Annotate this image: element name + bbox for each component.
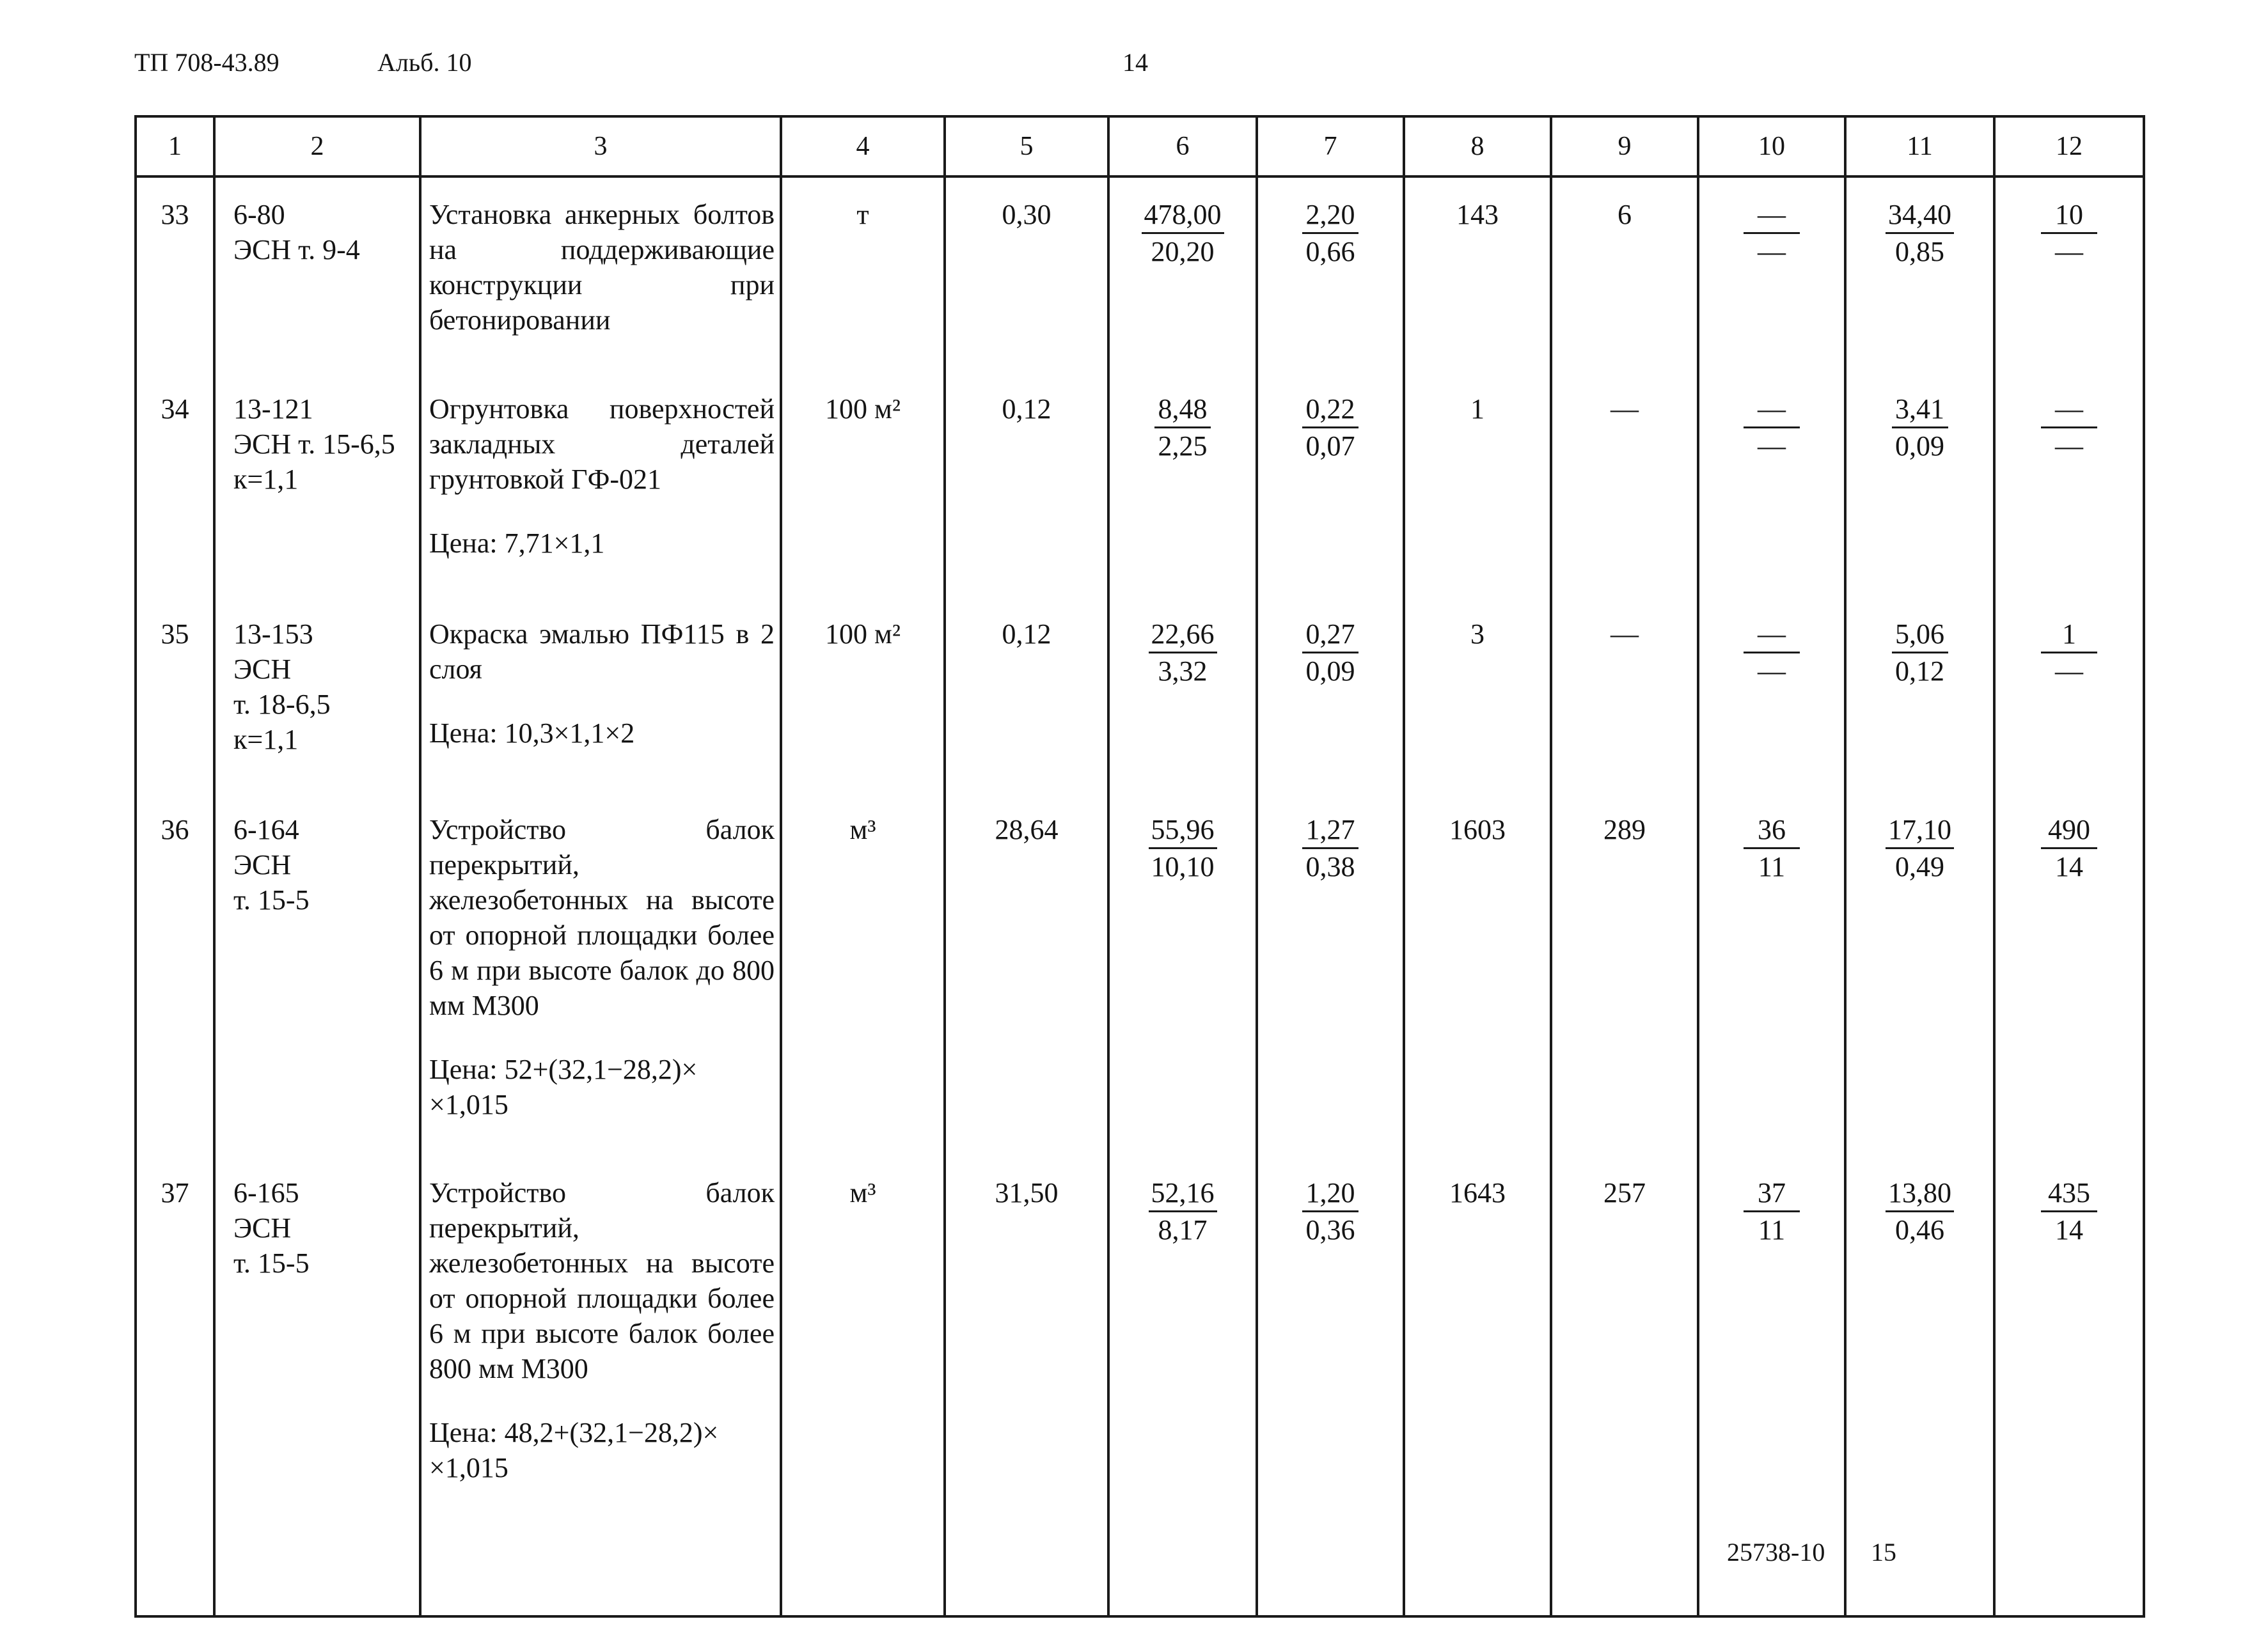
col-11-value	[1845, 597, 1994, 793]
column-header: 5	[945, 116, 1108, 176]
col-12-value-fraction	[2041, 616, 2097, 689]
numerator: 36	[1744, 812, 1800, 849]
numerator: 0,27	[1302, 616, 1358, 653]
col-11-value	[1845, 793, 1994, 1156]
quantity-text: 0,12	[1002, 618, 1051, 650]
col-11-value-fraction	[1886, 812, 1954, 884]
footer-page-number: 15	[1871, 1538, 1896, 1567]
col-12-value	[1994, 1156, 2144, 1616]
work-description-cell	[420, 597, 781, 793]
quantity-text: 28,64	[995, 814, 1059, 845]
norm-code-text: 6-165 ЭСН т. 15-5	[233, 1177, 310, 1279]
work-description: Огрунтовка поверхностей закладных деталей грунтовкой ГФ-021	[429, 393, 775, 495]
row-number	[136, 793, 214, 1156]
denominator: 0,36	[1305, 1214, 1355, 1246]
price-formula: Цена: 7,71×1,1	[429, 528, 605, 559]
row-number-text: 36	[161, 814, 189, 845]
row-number	[136, 372, 214, 597]
numerator: 1,27	[1302, 812, 1358, 849]
col-12-value-fraction	[2041, 197, 2097, 269]
column-header: 6	[1108, 116, 1257, 176]
col-10-value	[1698, 597, 1845, 793]
price-formula: Цена: 48,2+(32,1−28,2)× ×1,015	[429, 1417, 719, 1483]
row-number	[136, 597, 214, 793]
col-10-value-fraction	[1744, 197, 1800, 269]
col-9-value	[1551, 597, 1698, 793]
numerator: 1,20	[1302, 1175, 1358, 1212]
row-number-text: 34	[161, 393, 189, 425]
table-row	[136, 176, 2144, 372]
norm-code	[214, 176, 420, 372]
denominator: 14	[2055, 851, 2083, 882]
col-8-value-text: 1643	[1449, 1177, 1506, 1208]
quantity-text: 0,12	[1002, 393, 1051, 425]
col-7-value-fraction	[1302, 1175, 1358, 1247]
quantity-text: 0,30	[1002, 199, 1051, 230]
price-formula: Цена: 52+(32,1−28,2)× ×1,015	[429, 1054, 698, 1120]
numerator: —	[2041, 391, 2097, 428]
table-row	[136, 1156, 2144, 1616]
column-header: 8	[1404, 116, 1551, 176]
unit-text: т	[856, 199, 869, 230]
price-formula: Цена: 10,3×1,1×2	[429, 717, 635, 749]
work-description: Окраска эмалью ПФ115 в 2 слоя	[429, 618, 775, 685]
album-label: Альб. 10	[377, 48, 472, 77]
col-7-value	[1257, 372, 1404, 597]
denominator: 11	[1758, 1214, 1786, 1246]
col-6-value-fraction	[1149, 812, 1217, 884]
col-7-value-fraction	[1302, 616, 1358, 689]
numerator: 22,66	[1149, 616, 1217, 653]
table-row	[136, 597, 2144, 793]
column-header: 1	[136, 116, 214, 176]
estimate-table	[134, 115, 2145, 1618]
col-8-value-text: 3	[1470, 618, 1484, 650]
col-11-value-fraction	[1886, 197, 1954, 269]
col-12-value-fraction	[2041, 391, 2097, 464]
numerator: 435	[2041, 1175, 2097, 1212]
row-number-text: 35	[161, 618, 189, 650]
denominator: 14	[2055, 1214, 2083, 1246]
col-9-value-text: 289	[1603, 814, 1646, 845]
quantity	[945, 372, 1108, 597]
numerator: 10	[2041, 197, 2097, 234]
column-header: 4	[781, 116, 945, 176]
denominator: 0,09	[1305, 655, 1355, 687]
work-description: Устройство балок перекрытий, железобетонных на высоте от опорной площадки более 6 м при высоте балок более 800 мм М300	[429, 1177, 775, 1384]
work-description-cell	[420, 793, 781, 1156]
col-7-value	[1257, 597, 1404, 793]
table-row	[136, 372, 2144, 597]
col-10-value	[1698, 793, 1845, 1156]
work-description-cell	[420, 372, 781, 597]
col-9-value-text: —	[1610, 393, 1639, 425]
col-8-value	[1404, 793, 1551, 1156]
col-6-value	[1108, 1156, 1257, 1616]
unit	[781, 793, 945, 1156]
quantity	[945, 597, 1108, 793]
row-number-text: 33	[161, 199, 189, 230]
unit-text: м³	[849, 1177, 876, 1208]
numerator: 2,20	[1302, 197, 1358, 234]
denominator: 0,12	[1895, 655, 1944, 687]
numerator: 490	[2041, 812, 2097, 849]
col-7-value-fraction	[1302, 812, 1358, 884]
quantity	[945, 176, 1108, 372]
col-9-value	[1551, 176, 1698, 372]
col-8-value	[1404, 176, 1551, 372]
col-12-value	[1994, 372, 2144, 597]
col-10-value-fraction	[1744, 616, 1800, 689]
unit-text: 100 м²	[824, 393, 901, 425]
col-10-value-fraction	[1744, 1175, 1800, 1247]
col-6-value-fraction	[1154, 391, 1211, 464]
numerator: 37	[1744, 1175, 1800, 1212]
norm-code-text: 13-121 ЭСН т. 15-6,5 к=1,1	[233, 393, 395, 495]
table-row	[136, 793, 2144, 1156]
work-description: Устройство балок перекрытий, железобетонных на высоте от опорной площадки более 6 м при высоте балок до 800 мм М300	[429, 814, 775, 1021]
col-10-value-fraction	[1744, 812, 1800, 884]
denominator: 0,46	[1895, 1214, 1944, 1246]
document-code: ТП 708-43.89	[134, 48, 280, 77]
numerator: 3,41	[1892, 391, 1948, 428]
col-8-value-text: 1	[1470, 393, 1484, 425]
denominator: 0,38	[1305, 851, 1355, 882]
denominator: 11	[1758, 851, 1786, 882]
col-12-value	[1994, 176, 2144, 372]
denominator: 0,09	[1895, 430, 1944, 462]
row-number-text: 37	[161, 1177, 189, 1208]
norm-code-text: 6-164 ЭСН т. 15-5	[233, 814, 310, 916]
col-10-value-fraction	[1744, 391, 1800, 464]
work-description: Установка анкерных болтов на поддерживающие конструкции при бетонировании	[429, 199, 775, 336]
numerator: 34,40	[1886, 197, 1954, 234]
denominator: 0,85	[1895, 236, 1944, 267]
denominator: 10,10	[1151, 851, 1215, 882]
col-9-value	[1551, 793, 1698, 1156]
column-header: 10	[1698, 116, 1845, 176]
denominator: 0,66	[1305, 236, 1355, 267]
unit-text: м³	[849, 814, 876, 845]
numerator: 52,16	[1149, 1175, 1217, 1212]
column-header: 7	[1257, 116, 1404, 176]
quantity	[945, 1156, 1108, 1616]
col-11-value	[1845, 176, 1994, 372]
column-header: 11	[1845, 116, 1994, 176]
norm-code	[214, 1156, 420, 1616]
denominator: —	[2055, 236, 2083, 267]
col-7-value	[1257, 176, 1404, 372]
numerator: —	[1744, 616, 1800, 653]
column-header: 9	[1551, 116, 1698, 176]
work-description-cell	[420, 176, 781, 372]
col-12-value	[1994, 597, 2144, 793]
col-7-value	[1257, 793, 1404, 1156]
denominator: 3,32	[1158, 655, 1208, 687]
denominator: —	[2055, 430, 2083, 462]
col-12-value	[1994, 793, 2144, 1156]
page-number: 14	[1122, 48, 1148, 77]
norm-code	[214, 793, 420, 1156]
col-6-value-fraction	[1149, 1175, 1217, 1247]
col-6-value	[1108, 597, 1257, 793]
work-description-cell	[420, 1156, 781, 1616]
denominator: —	[1758, 430, 1786, 462]
denominator: 0,07	[1305, 430, 1355, 462]
col-9-value-text: —	[1610, 618, 1639, 650]
numerator: 0,22	[1302, 391, 1358, 428]
column-header: 3	[420, 116, 781, 176]
col-6-value	[1108, 176, 1257, 372]
col-11-value-fraction	[1892, 391, 1948, 464]
col-7-value	[1257, 1156, 1404, 1616]
unit	[781, 597, 945, 793]
quantity-text: 31,50	[995, 1177, 1059, 1208]
col-8-value	[1404, 1156, 1551, 1616]
quantity	[945, 793, 1108, 1156]
col-9-value	[1551, 372, 1698, 597]
col-12-value-fraction	[2041, 812, 2097, 884]
col-11-value	[1845, 372, 1994, 597]
col-6-value-fraction	[1142, 197, 1224, 269]
unit	[781, 1156, 945, 1616]
col-10-value	[1698, 176, 1845, 372]
col-11-value-fraction	[1886, 1175, 1954, 1247]
col-11-value	[1845, 1156, 1994, 1616]
numerator: —	[1744, 197, 1800, 234]
col-6-value	[1108, 372, 1257, 597]
row-number	[136, 176, 214, 372]
col-7-value-fraction	[1302, 197, 1358, 269]
denominator: —	[1758, 655, 1786, 687]
numerator: 478,00	[1142, 197, 1224, 234]
numerator: 5,06	[1892, 616, 1948, 653]
numerator: 17,10	[1886, 812, 1954, 849]
col-8-value	[1404, 372, 1551, 597]
col-7-value-fraction	[1302, 391, 1358, 464]
norm-code-text: 6-80 ЭСН т. 9-4	[233, 199, 360, 265]
numerator: 1	[2041, 616, 2097, 653]
col-10-value	[1698, 372, 1845, 597]
numerator: 8,48	[1154, 391, 1211, 428]
footer-code: 25738-10	[1727, 1538, 1825, 1567]
col-8-value	[1404, 597, 1551, 793]
numerator: 13,80	[1886, 1175, 1954, 1212]
col-11-value-fraction	[1892, 616, 1948, 689]
unit-text: 100 м²	[824, 618, 901, 650]
col-8-value-text: 1603	[1449, 814, 1506, 845]
numerator: 55,96	[1149, 812, 1217, 849]
unit	[781, 372, 945, 597]
denominator: 0,49	[1895, 851, 1944, 882]
norm-code-text: 13-153 ЭСН т. 18-6,5 к=1,1	[233, 618, 331, 755]
col-12-value-fraction	[2041, 1175, 2097, 1247]
denominator: —	[2055, 655, 2083, 687]
col-6-value	[1108, 793, 1257, 1156]
denominator: 20,20	[1151, 236, 1215, 267]
denominator: 2,25	[1158, 430, 1208, 462]
col-9-value-text: 257	[1603, 1177, 1646, 1208]
norm-code	[214, 597, 420, 793]
norm-code	[214, 372, 420, 597]
denominator: 8,17	[1158, 1214, 1208, 1246]
row-number	[136, 1156, 214, 1616]
col-9-value	[1551, 1156, 1698, 1616]
col-6-value-fraction	[1149, 616, 1217, 689]
column-header-row	[136, 116, 2144, 176]
denominator: —	[1758, 236, 1786, 267]
column-header: 2	[214, 116, 420, 176]
col-9-value-text: 6	[1618, 199, 1632, 230]
unit	[781, 176, 945, 372]
column-header: 12	[1994, 116, 2144, 176]
numerator: —	[1744, 391, 1800, 428]
col-8-value-text: 143	[1456, 199, 1499, 230]
